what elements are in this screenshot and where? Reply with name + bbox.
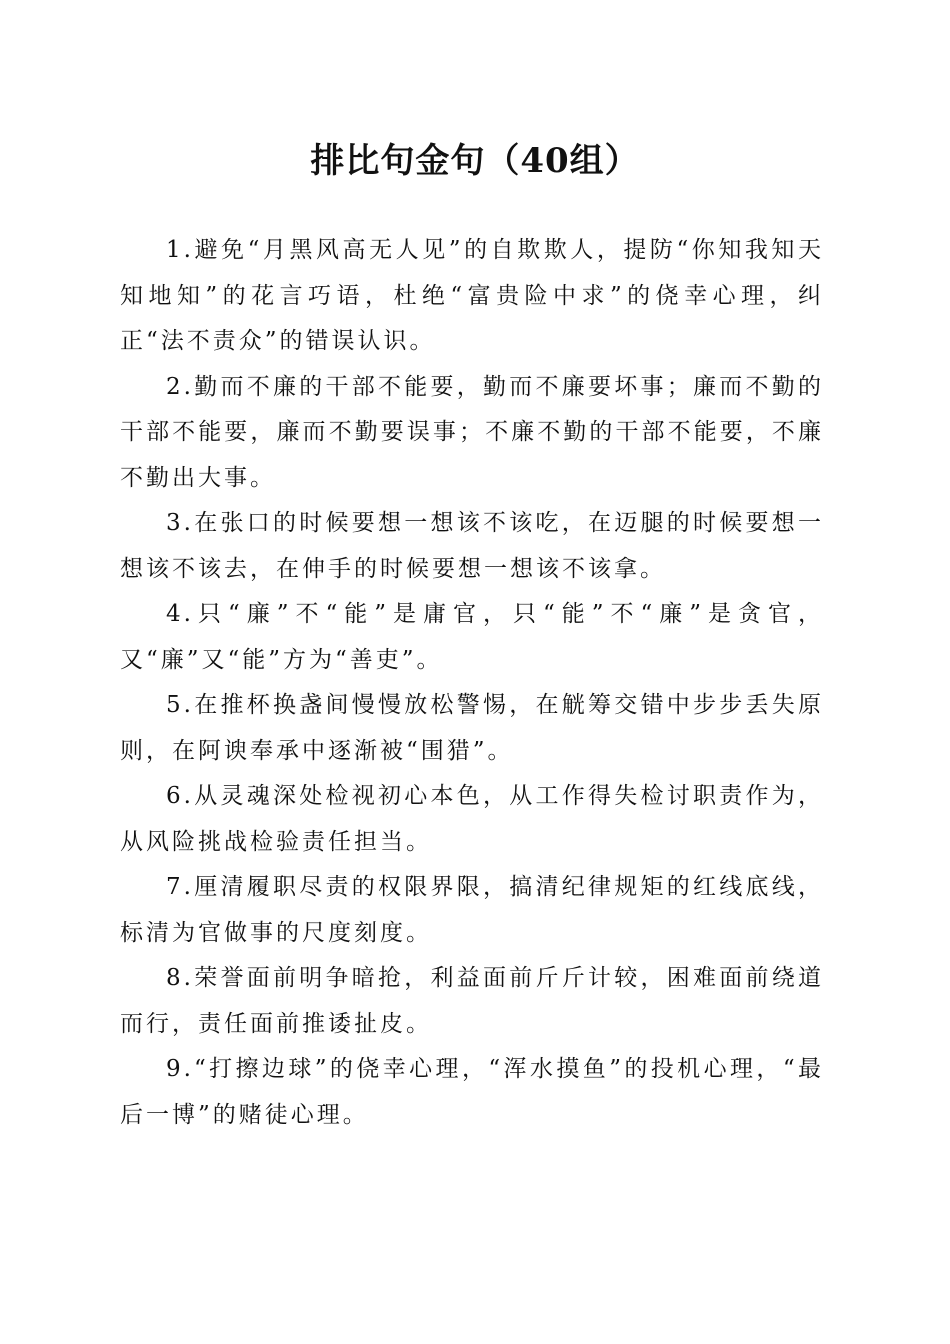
document-body [120, 228, 824, 1138]
paragraph-6: 6.从灵魂深处检视初心本色，从工作得失检讨职责作为，从风险挑战检验责任担当。 [120, 783, 824, 855]
paragraph-7: 7.厘清履职尽责的权限界限，搞清纪律规矩的红线底线，标清为官做事的尺度刻度。 [120, 874, 824, 946]
paragraph-1: 1.避免“月黑风高无人见”的自欺欺人，提防“你知我知天知地知”的花言巧语，杜绝“富贵险中求”的侥幸心理，纠正“法不责众”的错误认识。 [120, 237, 824, 354]
document-title: 排比句金句（40组） [310, 141, 640, 181]
paragraph-3: 3.在张口的时候要想一想该不该吃，在迈腿的时候要想一想该不该去，在伸手的时候要想一想该不该拿。 [120, 510, 824, 582]
paragraph-8: 8.荣誉面前明争暗抢，利益面前斤斤计较，困难面前绕道而行，责任面前推诿扯皮。 [120, 965, 824, 1037]
paragraph-4: 4.只“廉”不“能”是庸官，只“能”不“廉”是贪官，又“廉”又“能”方为“善吏”。 [120, 601, 824, 673]
paragraph-9: 9.“打擦边球”的侥幸心理，“浑水摸鱼”的投机心理，“最后一博”的赌徒心理。 [120, 1056, 824, 1128]
paragraph-2: 2.勤而不廉的干部不能要，勤而不廉要坏事；廉而不勤的干部不能要，廉而不勤要误事；不廉不勤的干部不能要，不廉不勤出大事。 [120, 373, 824, 491]
paragraph-5: 5.在推杯换盏间慢慢放松警惕，在觥筹交错中步步丢失原则，在阿谀奉承中逐渐被“围猎”。 [120, 692, 824, 764]
